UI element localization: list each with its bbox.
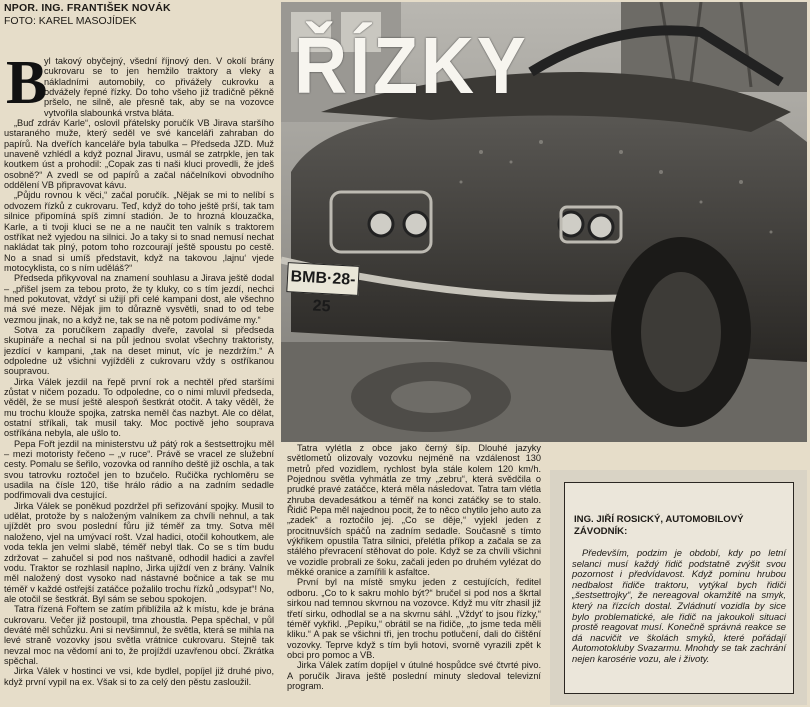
- article-paragraph: Předseda přikyvoval na znamení souhlasu a Jirava ještě dodal – „přišel jsem za tebou proto, že ty kluky, co s tím jezdí, nechci hned pokutovat, vždyť si užijí při celé kampani dost, ale všechno má své meze. Nějak jim to důrazně vysvětli, snad to od tebe vezmou jinak, no a když ne, tak se na ně potom podíváme my.“: [4, 273, 274, 325]
- article-paragraph: Jirka Válek v hostinci ve vsi, kde bydlel, popíjel již druhé pivo, když první vypil na ex. Však si to za celý den pěstu zasloužil.: [4, 666, 274, 687]
- article-paragraph: První byl na místě smyku jeden z cestujících, ředitel odboru. „Co to k sakru mohlo být?“ bručel si pod nos a škrtal sirkou nad temnou skvrnou na vozovce. Když mu vítr zhasil již třetí sirku, odhodlal se a na skvrnu sáhl. „Vždyť to jsou řízky,“ téměř vykřikl. „Pepíku,“ obrátil se na řidiče, „to jsme teda měli kliku.“ A pak se všichni tři, jen trochu potlučení, dali do čištění vozovky. Teprve když s tím byli hotovi, svorně vyrazili zpět k obci pro pomoc a VB.: [287, 577, 541, 660]
- article-column-left: [4, 56, 274, 706]
- expert-comment-text: Především, podzim je období, kdy po letní selanci musí každý řidič podstatně zvýšit svou pozornost i předvídavost. Když pominu hrubou nedbalost řidiče traktoru, vytýkal bych řidiči „šestsettrojky“, že nereagoval okamžitě na smyk, který na řízcích dostal. Zvládnutí vozidla by sice bylo problematické, ale řidič na jakoukoli situaci prostě reagovat musí. Konečně správná reakce se dá nacvičit ve školách smyků, které pořádají Automotokluby Svazarmu. Mnohdy se tak zachrání nejen karosérie vozu, ale i životy.: [572, 547, 786, 664]
- article-paragraph: Pepa Fořt jezdil na ministerstvu už pátý rok a šestsettrojku měl – mezi motoristy řečeno – „v ruce“. Právě se vracel ze služební cesty. Pomalu se šeřilo, vozovka od ranního deště již oschla, a tak svou tatrovku roztočel jen to bzučelo. Ručička rychloměru se usadila na čísle 120, tiše hrálo rádio a na zadním sedadle podřimovali dva cestující.: [4, 438, 274, 501]
- article-paragraph: Tatra vylétla z obce jako černý šíp. Dlouhé jazyky světlometů olizovaly vozovku nejméně na vzdálenost 130 metrů před vozidlem, rychlost byla stále kolem 120 km/h. Pojednou světla vyhmátla ze tmy „zebru“, která svědčila o prudké pravé zatáčce, která měla následovat. Tatra tam vlétla zhruba devadesátkou a téměř na konci zatáčky se to stalo. Řidič Pepa měl najednou pocit, že to něco chytilo jeho auto za „zadek“ a roztočilo jej. „Co se děje,“ vyjekl jeden z procitnuvších spáčů na zadním sedadle. Současně s tímto výkřikem opustila Tatra silnici, přelétla příkop a začala se za stálého převracení stěhovat do pole. Když se za chvíli všichni ve vozidle probrali ze šoku, začali jeden po druhém vylézat do měkké oranice a zamířili k asfaltce.: [287, 443, 541, 578]
- article-paragraph: „Půjdu rovnou k věci,“ začal poručík. „Nějak se mi to nelíbí s odvozem řízků z cukrovaru. Teď, když do toho ještě prší, tak tam silnice připomíná spíš zimní stadión. Je to hrozná klouzačka, Karle, a ti tvoji kluci se ne a ne naučit ten valník s traktorem ostříkat než vyjedou na silnici. Jo a taky si to snad nemusí nechat nakládat tak plný, potom toho rozcourají ještě spoustu po cestě. No a snad si umíš představit, když na takovou ‚lajnu‘ vjede motocyklista, co s ním uděláš?“: [4, 190, 274, 273]
- article-paragraph: Jirka Válek zatím dopíjel v útulné hospůdce své čtvrté pivo. A poručík Jirava ještě poslední minuty sledoval televizní program.: [287, 660, 541, 691]
- article-paragraph: yl takový obyčejný, všední říjnový den. V okolí brány cukrovaru se to jen hemžilo traktory a vleky a nákladními automobily, co přivážely cukrovku a odvážely řepné řízky. Do toho všeho již tradičně pěkně pršelo, ne silně, ale přesně tak, aby se na vozovce vytvořila slabounká vrstva bláta.: [44, 56, 274, 118]
- expert-comment-heading: ING. JIŘÍ ROSICKÝ, AUTOMOBILOVÝ ZÁVODNÍK:: [574, 514, 744, 537]
- license-plate: BMB·28-25: [286, 262, 359, 296]
- expert-comment-box: [550, 470, 807, 705]
- author-credit: NPOR. ING. FRANTIŠEK NOVÁK: [4, 2, 171, 14]
- headline: ŘÍZKY: [294, 21, 529, 110]
- article-column-middle: [287, 443, 541, 705]
- credits: [4, 2, 274, 27]
- article-paragraph: Sotva za poručíkem zapadly dveře, zavolal si předseda skupináře a nechal si na půl jednou svolat všechny traktoristy, jezdící v kampani, „tak na deset minut, víc je nezdržím.“ A odpoledne už všichni vyjížděli z cukrovaru vždy s ostříkanou soupravou.: [4, 324, 274, 377]
- article-paragraph: „Buď zdráv Karle“, oslovil přátelsky poručík VB Jirava staršího ustaraného muže, který seděl ve své kanceláři zahraban do papírů. Na dveřích kanceláře byla tabulka – Předseda JZD. Muž unaveně vzhlédl a když poznal Jiravu, usmál se zatrpkle, jen tak koutkem úst a prohodil: „Copak zas ti naši kluci provedli, že jdeš osobně?“ A zvedl se od papírů a začal náčelníkovi obvodního oddělení VB připravovat kávu.: [4, 118, 274, 191]
- article-paragraph: Jirka Válek jezdil na řepě první rok a nechtěl před staršími zůstat v ničem pozadu. To odpoledne, co o nimi mluvil předseda, věděl, že se musí ještě alespoň šestkrát otočit. A taky věděl, že mu trochu klouže spojka, zatrska neměl čas nazbyt. Ale co dělat, ostatní stříkali, tak musil taky. Moc poctivě jeho souprava ostříkána nebyla, ale ušlo to.: [4, 376, 274, 439]
- article-paragraph: Tatra řízená Fořtem se zatím přiblížila až k místu, kde je brána cukrovaru. Večer již postoupil, tma zhoustla. Pepa spěchal, v půl deváté měl schůzku. Ani si nevšimnul, že světla, která se mihla na levé straně vozovky jsou světla vrátnice cukrovaru. Stejně tak nevzal moc na vědomí ani to, že projíždí uzavřenou obcí. Zkrátka spěchal.: [4, 604, 274, 666]
- dropcap: B: [6, 56, 48, 117]
- photo-credit: FOTO: KAREL MASOJÍDEK: [4, 14, 137, 27]
- article-paragraph: Jirka Válek se poněkud pozdržel při seřizování spojky. Musil to udělat, protože by s naloženým valníkem za chvíli nehnul, a tak ujíždět pro svou poslední fůru již téměř za tmy. Sotva měl naloženo, vjel na umývací rošt. Vzal hadici, otočil kohoutkem, ale voda tekla jen velmi slabě, téměř nebyl tlak. Co se s tím budu zdržovat – zahučel si pod nos naštvaně, odhodil hadici a zavřel vodu. Traktor se rozhlasil naplno, Jirka ujíždí ven z brány. Valník měl naložený dost vysoko nad nástavné bočnice a tak se mu téměř v každé ostřejší zatáčce požalilo trochu řízků „odsypat“! No, ale otočil se šestkrát. Byl sám se sebou spokojen.: [4, 500, 274, 604]
